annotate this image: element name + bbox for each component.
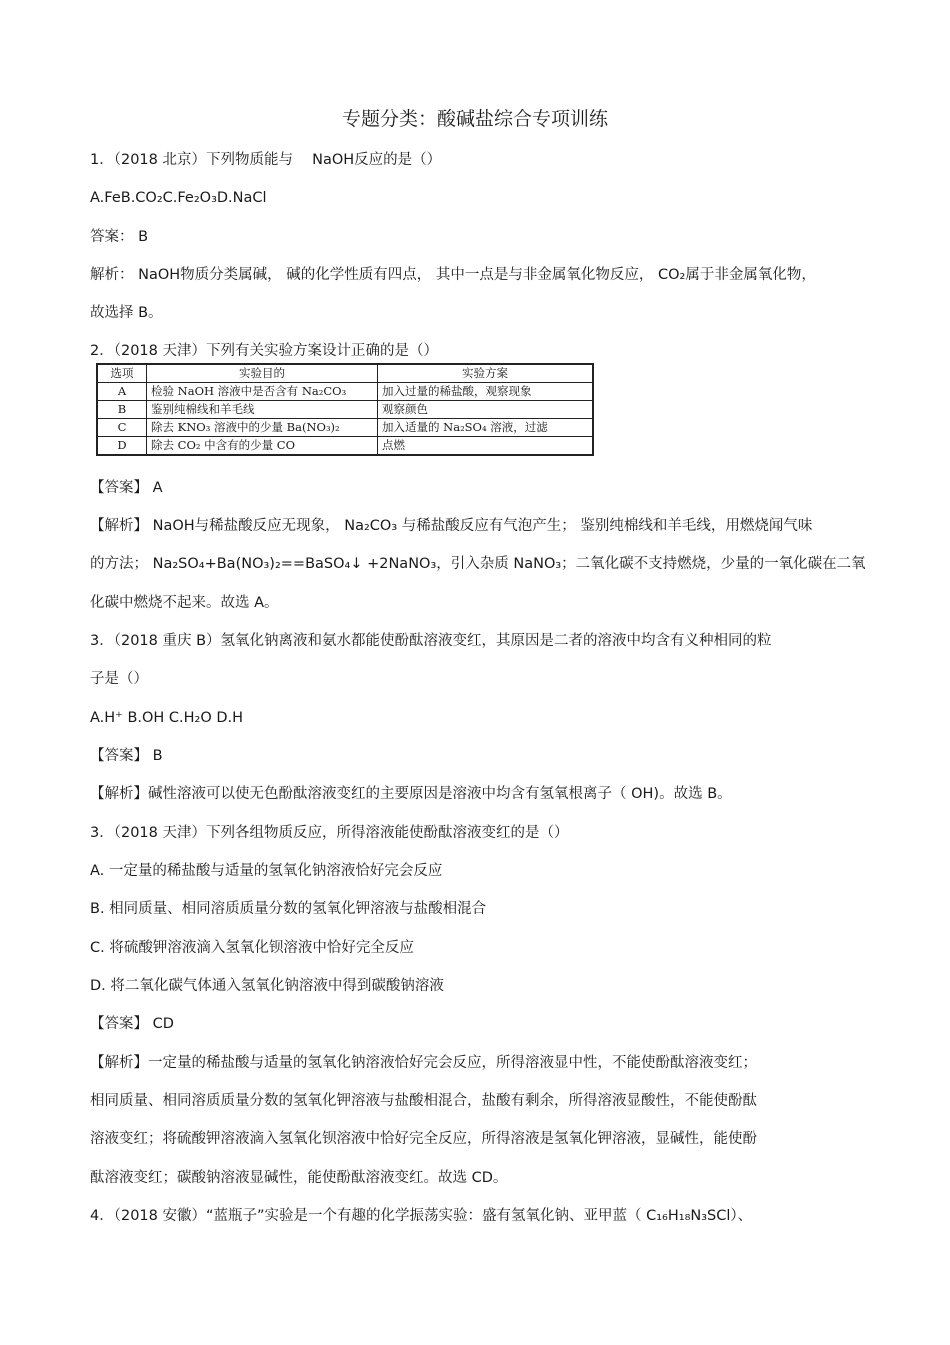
question-1-analysis-cont: 故选择 B。 bbox=[90, 305, 163, 321]
question-3b-analysis-cont: 酞溶液变红；碳酸钠溶液显碱性，能使酚酞溶液变红。故选 CD。 bbox=[90, 1170, 508, 1186]
page-title: 专题分类：酸碱盐综合专项训练 bbox=[341, 108, 608, 130]
question-2-answer: 【答案】 A bbox=[90, 480, 163, 496]
table-cell: 除去 CO₂ 中含有的少量 CO bbox=[147, 437, 378, 456]
table-row bbox=[97, 437, 593, 456]
question-3b: 3．（2018 天津）下列各组物质反应，所得溶液能使酚酞溶液变红的是（） bbox=[90, 825, 569, 841]
table-cell: 除去 KNO₃ 溶液中的少量 Ba(NO₃)₂ bbox=[147, 419, 378, 437]
question-3b-option-b: B. 相同质量、相同溶质质量分数的氢氧化钾溶液与盐酸相混合 bbox=[90, 901, 487, 917]
question-3b-analysis-cont: 溶液变红；将硫酸钾溶液滴入氢氧化钡溶液中恰好完全反应，所得溶液是氢氧化钾溶液，显碱性，能使酚 bbox=[90, 1131, 757, 1147]
question-3b-option-c: C. 将硫酸钾溶液滴入氢氧化钡溶液中恰好完全反应 bbox=[90, 940, 414, 956]
table-row bbox=[97, 383, 593, 401]
question-3-answer: 【答案】 B bbox=[90, 748, 163, 764]
table-header-row bbox=[97, 364, 593, 383]
table-cell: 点燃 bbox=[378, 437, 594, 456]
table-header: 实验目的 bbox=[147, 364, 378, 383]
table-cell: C bbox=[97, 419, 147, 437]
question-2-analysis-cont: 的方法； Na₂SO₄+Ba(NO₃)₂==BaSO₄↓ +2NaNO₃，引入杂质 NaNO₃；二氧化碳不支持燃烧，少量的一氧化碳在二氧 bbox=[90, 556, 866, 572]
table-cell: 加入适量的 Na₂SO₄ 溶液，过滤 bbox=[378, 419, 594, 437]
table-cell: 检验 NaOH 溶液中是否含有 Na₂CO₃ bbox=[147, 383, 378, 401]
table-cell: A bbox=[97, 383, 147, 401]
question-3b-option-d: D. 将二氧化碳气体通入氢氧化钠溶液中得到碳酸钠溶液 bbox=[90, 978, 444, 994]
question-3b-analysis: 【解析】一定量的稀盐酸与适量的氢氧化钠溶液恰好完会反应，所得溶液显中性，不能使酚酞溶液变红； bbox=[90, 1055, 757, 1071]
question-3-options: A.H⁺ B.OH C.H₂O D.H bbox=[90, 710, 244, 726]
question-1: 1．（2018 北京）下列物质能与 NaOH反应的是（） bbox=[90, 152, 442, 168]
table-cell: 观察颜色 bbox=[378, 401, 594, 419]
table-header: 选项 bbox=[97, 364, 147, 383]
question-2-analysis: 【解析】 NaOH与稀盐酸反应无现象， Na₂CO₃ 与稀盐酸反应有气泡产生； 鉴别纯棉线和羊毛线，用燃烧闻气味 bbox=[90, 518, 813, 534]
table-cell: 鉴别纯棉线和羊毛线 bbox=[147, 401, 378, 419]
table-row bbox=[97, 419, 593, 437]
question-1-options: A.FeB.CO₂C.Fe₂O₃D.NaCl bbox=[90, 190, 267, 206]
question-1-analysis: 解析： NaOH物质分类属碱， 碱的化学性质有四点， 其中一点是与非金属氧化物反应， CO₂属于非金属氧化物， bbox=[90, 267, 816, 283]
question-3b-analysis-cont: 相同质量、相同溶质质量分数的氢氧化钾溶液与盐酸相混合，盐酸有剩余，所得溶液显酸性，不能使酚酞 bbox=[90, 1093, 757, 1109]
table-row bbox=[97, 401, 593, 419]
question-3: 3．（2018 重庆 B）氢氧化钠离液和氨水都能使酚酞溶液变红，其原因是二者的溶液中均含有义种相同的粒 bbox=[90, 633, 772, 649]
question-3-analysis: 【解析】碱性溶液可以使无色酚酞溶液变红的主要原因是溶液中均含有氢氧根离子（ OH)。故选 B。 bbox=[90, 786, 732, 802]
table-cell: B bbox=[97, 401, 147, 419]
question-3-cont: 子是（） bbox=[90, 671, 148, 687]
table-cell: D bbox=[97, 437, 147, 456]
question-4: 4．（2018 安徽）“蓝瓶子”实验是一个有趣的化学振荡实验：盛有氢氧化钠、亚甲蓝（ C₁₆H₁₈N₃SCl）、 bbox=[90, 1208, 753, 1224]
question-2: 2．（2018 天津）下列有关实验方案设计正确的是（） bbox=[90, 343, 438, 359]
question-2-analysis-cont: 化碳中燃烧不起来。故选 A。 bbox=[90, 595, 279, 611]
question-1-answer: 答案： B bbox=[90, 229, 149, 245]
question-3b-answer: 【答案】 CD bbox=[90, 1016, 174, 1032]
table-cell: 加入过量的稀盐酸，观察现象 bbox=[378, 383, 594, 401]
options-table bbox=[96, 363, 594, 456]
table-header: 实验方案 bbox=[378, 364, 594, 383]
question-3b-option-a: A. 一定量的稀盐酸与适量的氢氧化钠溶液恰好完会反应 bbox=[90, 863, 443, 879]
